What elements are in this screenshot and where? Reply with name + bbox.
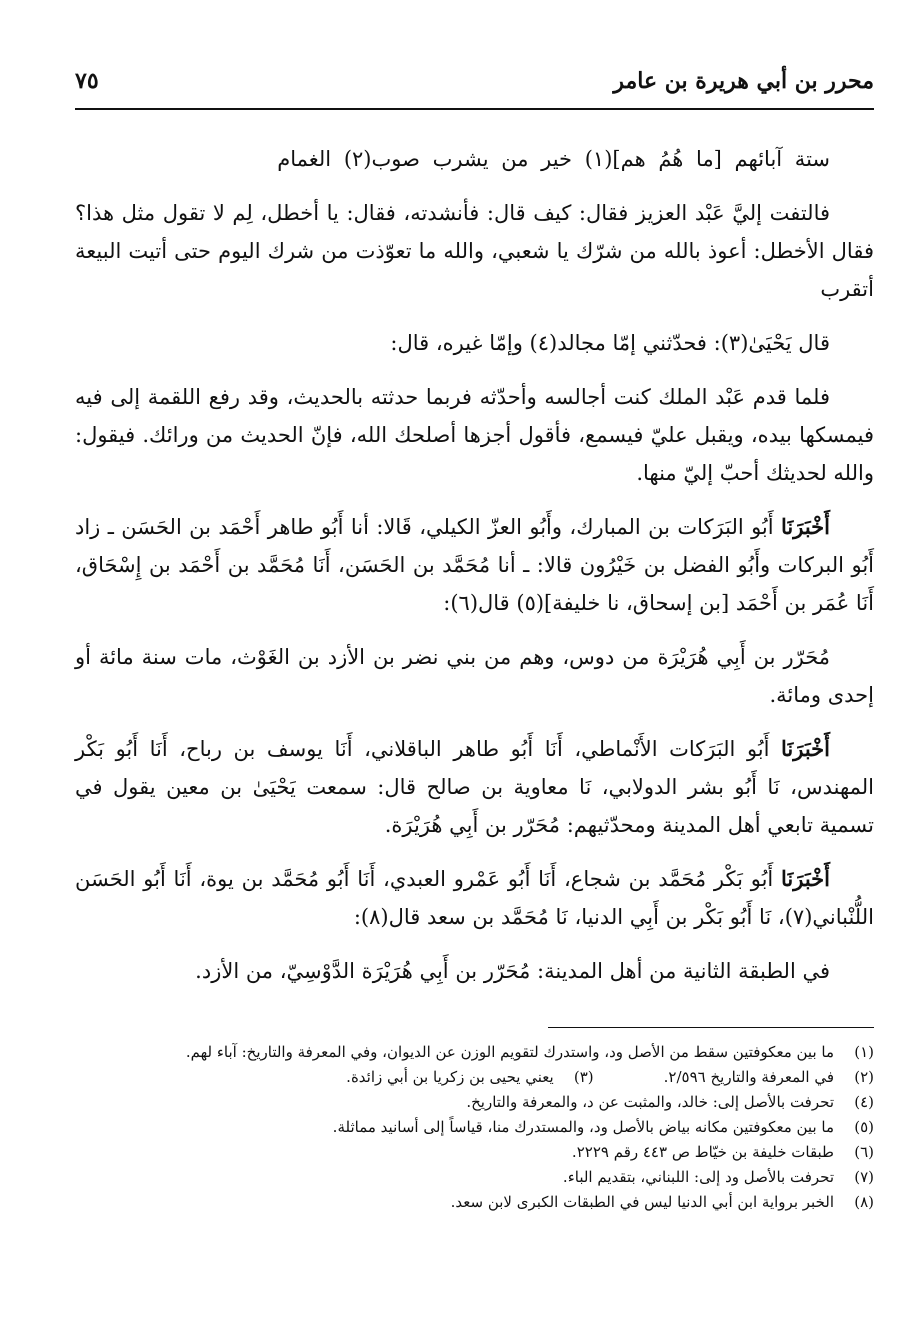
footnote-number: (٤) (854, 1093, 874, 1111)
paragraph-8: في الطبقة الثانية من أهل المدينة: مُحَرّر بن أَبِي هُرَيْرَة الدَّوْسِيّ، من الأزد. (195, 959, 830, 983)
footnote-text: يعني يحيى بن زكريا بن أبي زائدة. (346, 1068, 554, 1086)
footnote-number: (١) (854, 1043, 874, 1061)
paragraph-4 (75, 508, 874, 622)
footnote-text: الخبر برواية ابن أبي الدنيا ليس في الطبقات الكبرى لابن سعد. (450, 1193, 834, 1211)
paragraph-2: قال يَحْيَىٰ(٣): فحدّثني إمّا مجالد(٤) وإمّا غيره، قال: (390, 331, 830, 355)
paragraph-6-text: أَبُو البَرَكات الأَنْماطي، أَنَا أَبُو طاهر الباقلاني، أَنَا يوسف بن رباح، أَنَا أَبُو بَكْر المهندس، نَا أَبُو بشر الدولابي، نَا معاوية بن صالح قال: سمعت يَحْيَىٰ بن معين يقول في تسمية تابعي أهل المدينة ومحدّثيهم: مُحَرّر بن أَبِي هُرَيْرَة. (75, 737, 874, 837)
footnote-number: (٧) (854, 1168, 874, 1186)
footnote (75, 1190, 874, 1215)
footnote (75, 1090, 874, 1115)
footnote-number: (٣) (573, 1068, 594, 1086)
footnote-row (75, 1065, 874, 1090)
paragraph-6 (75, 730, 874, 844)
poem-verse: ستة آبائهم [ما هُمُ هم](١) خير من يشرب صوب(٢) الغمام (277, 147, 830, 171)
akhbarana-lead: أَخْبَرَنَا (781, 514, 830, 539)
main-text (75, 140, 874, 1006)
paragraph-1: فالتفت إليَّ عَبْد العزيز فقال: كيف قال: فأنشدته، فقال: يا أخطل، لِم لا تقول مثل هذا؟ فقال الأخطل: أعوذ بالله من شرّك يا شعبي، والله ما تعوّذت من شرك اليوم حتى أتيت البيعة أتقرب (75, 201, 874, 301)
running-title: محرر بن أبي هريرة بن عامر (613, 68, 874, 94)
footnote (75, 1165, 874, 1190)
paragraph-7-text: أَبُو بَكْر مُحَمَّد بن شجاع، أَنَا أَبُو عَمْرو العبدي، أَنَا أَبُو مُحَمَّد بن يوة، أَنَا أَبُو الحَسَن اللُّنْباني(٧)، نَا أَبُو بَكْر بن أَبِي الدنيا، نَا مُحَمَّد بن سعد قال(٨): (75, 867, 874, 929)
footnote (75, 1140, 874, 1165)
footnote-number: (٨) (854, 1193, 874, 1211)
paragraph-5: مُحَرّر بن أَبِي هُرَيْرَة من دوس، وهم من بني نضر بن الأزد بن الغَوْث، مات سنة مائة أو إحدى ومائة. (75, 645, 874, 707)
paragraph-4-text: أَبُو البَرَكات بن المبارك، وأَبُو العزّ الكيلي، قَالا: أنا أَبُو طاهر أَحْمَد بن الحَسَن ـ زاد أَبُو البركات وأَبُو الفضل بن خَيْرُون قالا: ـ أنا مُحَمَّد بن الحَسَن، أَنَا مُحَمَّد بن أَحْمَد بن إِسْحَاق، أَنَا عُمَر بن أَحْمَد [بن إسحاق، نا خليفة](٥) قال(٦): (75, 515, 874, 615)
footnote-number: (٢) (854, 1068, 874, 1086)
footnote (75, 1115, 874, 1140)
footnote-number: (٥) (854, 1118, 874, 1136)
akhbarana-lead: أَخْبَرَنَا (781, 736, 830, 761)
footnote-text: تحرفت بالأصل ود إلى: اللبناني، بتقديم الباء. (562, 1168, 834, 1186)
footnote-separator (548, 1027, 874, 1028)
footnote-text: ما بين معكوفتين سقط من الأصل ود، واستدرك لتقويم الوزن عن الديوان، وفي المعرفة والتاريخ: آباء لهم. (185, 1043, 834, 1061)
page-header (75, 62, 874, 110)
paragraph-3: فلما قدم عَبْد الملك كنت أجالسه وأحدّثه فربما حدثته بالحديث، وقد رفع اللقمة إلى فيه فيمسكها بيده، ويقبل عليّ فيسمع، فأقول أجزها أصلحك الله، فإنّ الحديث من ورائك. فيقول: والله لحديثك أحبّ إليّ منها. (75, 385, 874, 485)
footnote-text: تحرفت بالأصل إلى: خالد، والمثبت عن د، والمعرفة والتاريخ. (466, 1093, 834, 1111)
footnote-text: طبقات خليفة بن خيّاط ص ٤٤٣ رقم ٢٢٢٩. (571, 1143, 834, 1161)
page-number: ٧٥ (75, 68, 99, 94)
footnote-text: في المعرفة والتاريخ ٢/٥٩٦. (663, 1068, 834, 1086)
paragraph-7 (75, 860, 874, 936)
footnote (664, 1065, 874, 1090)
akhbarana-lead: أَخْبَرَنَا (781, 866, 830, 891)
footnote-number: (٦) (854, 1143, 874, 1161)
footnote (75, 1040, 874, 1065)
footnote-text: ما بين معكوفتين مكانه بياض بالأصل ود، والمستدرك منا، قياساً إلى أسانيد مماثلة. (332, 1118, 834, 1136)
footnote (194, 1065, 594, 1090)
footnotes (75, 1040, 874, 1215)
